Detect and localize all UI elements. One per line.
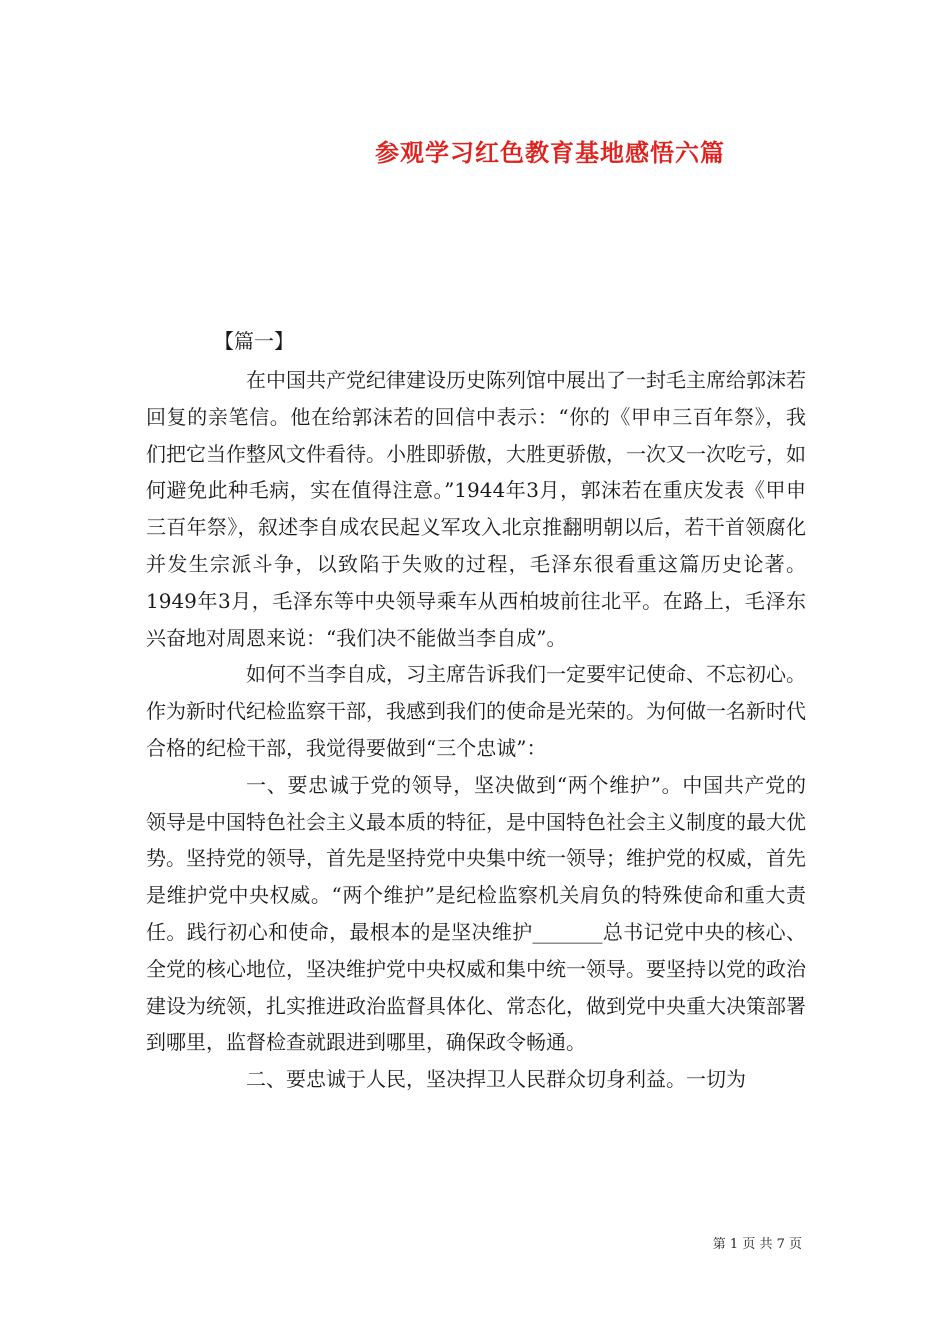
document-body — [146, 362, 806, 1098]
paragraph-2: 如何不当李自成，习主席告诉我们一定要牢记使命、不忘初心。作为新时代纪检监察干部，我感到我们的使命是光荣的。为何做一名新时代合格的纪检干部，我觉得要做到“三个忠诚”： — [146, 662, 806, 760]
paragraph-3: 一、要忠诚于党的领导，坚决做到“两个维护”。中国共产党的领导是中国特色社会主义最本质的特征，是中国特色社会主义制度的最大优势。坚持党的领导，首先是坚持党中央集中统一领导；维护党的权威，首先是维护党中央权威。“两个维护”是纪检监察机关肩负的特殊使命和重大责任。践行初心和使命，最根本的是坚决维护_______总书记党中央的核心、全党的核心地位，坚决维护党中央权威和集中统一领导。要坚持以党的政治建设为统领，扎实推进政治监督具体化、常态化，做到党中央重大决策部署到哪里，监督检查就跟进到哪里，确保政令畅通。 — [146, 772, 806, 1055]
page-number-footer: 第 1 页 共 7 页 — [712, 1237, 802, 1252]
document-title: 参观学习红色教育基地感悟六篇 — [375, 138, 725, 167]
paragraph-4: 二、要忠诚于人民，坚决捍卫人民群众切身利益。一切为 — [246, 1067, 746, 1092]
section-label: 【篇一】 — [214, 329, 294, 353]
paragraph-1: 在中国共产党纪律建设历史陈列馆中展出了一封毛主席给郭沫若回复的亲笔信。他在给郭沫若的回信中表示：“你的《甲申三百年祭》，我们把它当作整风文件看待。小胜即骄傲，大胜更骄傲，一次又一次吃亏，如何避免此种毛病，实在值得注意。”1944年3月，郭沫若在重庆发表《甲申三百年祭》，叙述李自成农民起义军攻入北京推翻明朝以后，若干首领腐化并发生宗派斗争，以致陷于失败的过程，毛泽东很看重这篇历史论著。1949年3月，毛泽东等中央领导乘车从西柏坡前往北平。在路上，毛泽东兴奋地对周恩来说：“我们决不能做当李自成”。 — [146, 368, 806, 650]
